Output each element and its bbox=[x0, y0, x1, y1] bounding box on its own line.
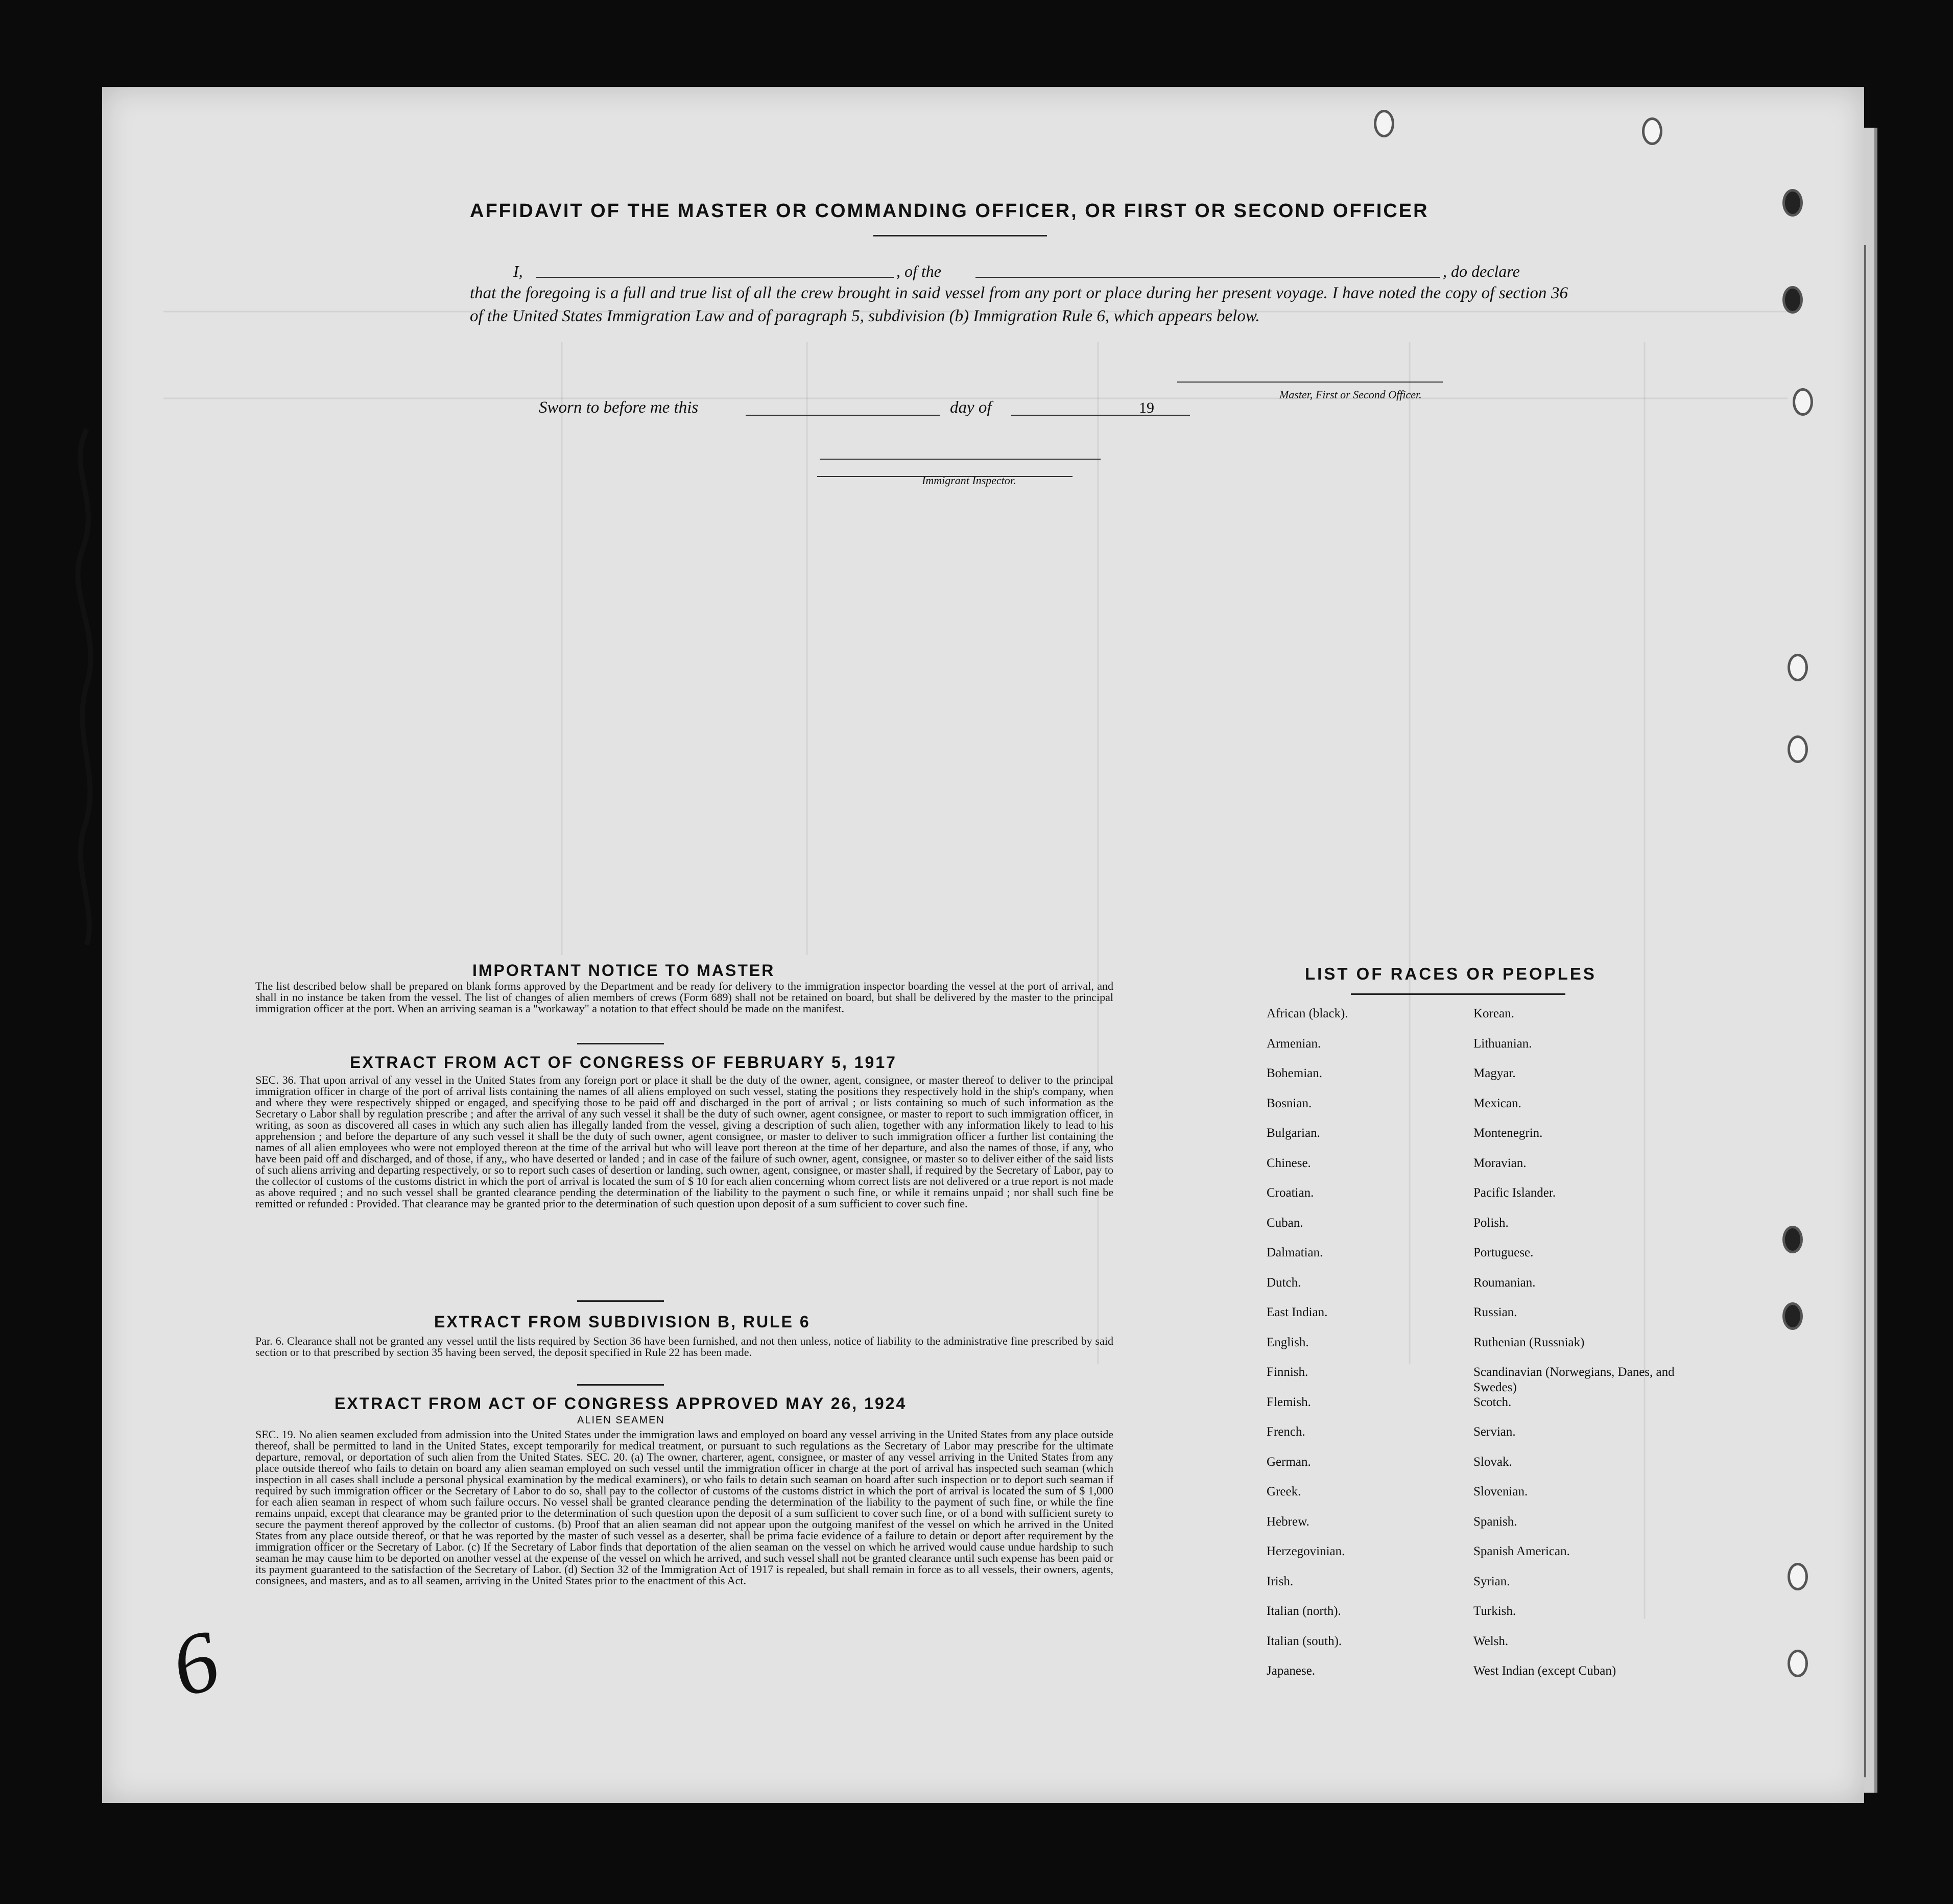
extract-rule6-divider bbox=[577, 1384, 664, 1386]
race-entry: Bohemian. bbox=[1267, 1066, 1323, 1080]
race-entry: Portuguese. bbox=[1473, 1246, 1534, 1259]
notice-title: IMPORTANT NOTICE TO MASTER bbox=[472, 961, 775, 980]
sworn-text: Sworn to before me this bbox=[539, 398, 699, 417]
declaration-end: , do declare bbox=[1443, 262, 1520, 280]
extract-1924-title: EXTRACT FROM ACT OF CONGRESS APPROVED MAY 26, 1924 bbox=[335, 1394, 907, 1413]
day-of-text: day of bbox=[950, 398, 992, 417]
year-prefix: 19 bbox=[1139, 399, 1154, 416]
month-blank bbox=[1011, 415, 1180, 416]
race-entry: Turkish. bbox=[1473, 1604, 1516, 1618]
master-label: Master, First or Second Officer. bbox=[1279, 388, 1422, 401]
vessel-blank bbox=[975, 277, 1440, 278]
master-signature-blank bbox=[1177, 382, 1443, 383]
race-entry: Mexican. bbox=[1473, 1096, 1521, 1110]
race-entry: English. bbox=[1267, 1335, 1309, 1349]
notice-body: The list described below shall be prepared on blank forms approved by the Department and be ready for delivery to the immigration inspector boarding the vessel at the port of arrival, and shall in no instance be taken from the vessel. The list of changes of alien members of crews (Form 689) shall not be retained on board, but shall be delivered by the master to the principal immigration officer at the port. When an arriving seaman is a "workaway" a notation to that effect should be made on the manifest. bbox=[255, 980, 1113, 1015]
race-entry: Slovak. bbox=[1473, 1455, 1512, 1469]
race-entry: Spanish American. bbox=[1473, 1544, 1570, 1558]
race-entry: Dutch. bbox=[1267, 1275, 1301, 1290]
notice-divider bbox=[577, 1043, 664, 1044]
race-entry: Slovenian. bbox=[1473, 1485, 1528, 1498]
declaration-start: I, bbox=[513, 262, 523, 280]
races-divider bbox=[1351, 993, 1565, 995]
race-entry: Montenegrin. bbox=[1473, 1126, 1543, 1140]
race-entry: African (black). bbox=[1267, 1007, 1348, 1020]
race-entry: German. bbox=[1267, 1455, 1311, 1469]
race-entry: Polish. bbox=[1473, 1216, 1509, 1230]
race-entry: French. bbox=[1267, 1425, 1305, 1439]
race-entry: Italian (south). bbox=[1267, 1634, 1342, 1648]
name-blank bbox=[536, 277, 894, 278]
manifest-page bbox=[102, 87, 1864, 1803]
race-entry: Moravian. bbox=[1473, 1156, 1527, 1170]
race-entry: Magyar. bbox=[1473, 1066, 1516, 1080]
races-right-column bbox=[1473, 1006, 1678, 1694]
extract-rule6-title: EXTRACT FROM SUBDIVISION B, RULE 6 bbox=[434, 1313, 811, 1331]
race-entry: Welsh. bbox=[1473, 1634, 1509, 1648]
race-entry: Croatian. bbox=[1267, 1186, 1314, 1200]
affidavit-title: AFFIDAVIT OF THE MASTER OR COMMANDING OFFICER, OR FIRST OR SECOND OFFICER bbox=[470, 200, 1429, 222]
extract-1924-body: SEC. 19. No alien seamen excluded from admission into the United States under the immigration laws and employed on board any vessel arriving in the United States from any place outside thereof, shall be permitted to land in the United States, except temporarily for medical treatment, or pursuant to such regulations as the Secretary of Labor may prescribe for the ultimate departure, removal, or deportation of such alien from the United States. SEC. 20. (a) The owner, charterer, agent, consignee, or master of any vessel arriving in the United States from any place outside thereof who fails to detain on board any alien seaman employed on such vessel until the immigration officer in charge at the port of arrival has inspected such seaman (which inspection in all cases shall include a personal physical examination by the medical examiners), or who fails to detain such seaman on board after such inspection or to deport such seaman if required by such immigration officer or the Secretary of Labor to do so, shall pay to the collector of customs of the customs district in which the port of arrival is located the sum of $ 1,000 for each alien seaman in respect of whom such failure occurs. No vessel shall be granted clearance pending the determination of the liability to the payment of such fine, or while the fine remains unpaid, except that clearance may be granted prior to the determination of such question upon the deposit of a sum sufficient to cover such fine, or of a bond with sufficient surety to secure the payment thereof approved by the collector of customs. (b) Proof that an alien seaman did not appear upon the outgoing manifest of the vessel on which he arrived in the United States from any place outside thereof, or that he was reported by the master of such vessel as a deserter, shall be prima facie evidence of a failure to detain or deport after requirement by the immigration officer or the Secretary of Labor. (c) If the Secretary of Labor finds that deportation of the alien seaman on the vessel on which he arrived would cause undue hardship to such seaman he may cause him to be deported on another vessel at the expense of the vessel on which he arrived, and such vessel shall not be granted clearance until such expense has been paid or its payment guaranteed to the satisfaction of the Secretary of Labor. (d) Section 32 of the Immigration Act of 1917 is repealed, but shall remain in force as to all vessels, their owners, agents, consignees, and masters, and as to all seamen, arriving in the United States prior to the enactment of this Act. bbox=[255, 1428, 1113, 1587]
race-entry: Hebrew. bbox=[1267, 1514, 1309, 1529]
race-entry: Cuban. bbox=[1267, 1216, 1303, 1230]
race-entry: Korean. bbox=[1473, 1007, 1514, 1020]
race-entry: Japanese. bbox=[1267, 1664, 1316, 1678]
race-entry: Dalmatian. bbox=[1267, 1246, 1323, 1259]
race-entry: Roumanian. bbox=[1473, 1275, 1536, 1290]
race-entry: West Indian (except Cuban) bbox=[1473, 1664, 1616, 1678]
race-entry: Flemish. bbox=[1267, 1395, 1311, 1409]
inspector-label: Immigrant Inspector. bbox=[922, 474, 1016, 487]
race-entry: Chinese. bbox=[1267, 1156, 1311, 1170]
year-blank bbox=[1159, 415, 1190, 416]
race-entry: Servian. bbox=[1473, 1425, 1516, 1439]
title-divider bbox=[873, 235, 1047, 236]
margin-scrawl bbox=[56, 419, 117, 955]
race-entry: Greek. bbox=[1267, 1485, 1301, 1498]
handwritten-number: 6 bbox=[161, 1611, 229, 1716]
race-entry: Russian. bbox=[1473, 1305, 1517, 1319]
race-entry: Syrian. bbox=[1473, 1574, 1510, 1588]
extract-1917-divider bbox=[577, 1300, 664, 1302]
race-entry: Finnish. bbox=[1267, 1365, 1308, 1379]
race-entry: Bosnian. bbox=[1267, 1096, 1312, 1110]
race-entry: East Indian. bbox=[1267, 1305, 1328, 1319]
race-entry: Herzegovinian. bbox=[1267, 1544, 1345, 1558]
race-entry: Pacific Islander. bbox=[1473, 1186, 1556, 1200]
sworn-day-blank bbox=[746, 415, 940, 416]
race-entry: Ruthenian (Russniak) bbox=[1473, 1335, 1585, 1349]
race-entry: Spanish. bbox=[1473, 1514, 1517, 1529]
extract-1917-title: EXTRACT FROM ACT OF CONGRESS OF FEBRUARY 5, 1917 bbox=[350, 1053, 897, 1072]
races-title: LIST OF RACES OR PEOPLES bbox=[1305, 964, 1597, 983]
declaration-of-the: , of the bbox=[896, 262, 941, 280]
race-entry: Scotch. bbox=[1473, 1395, 1512, 1409]
extract-rule6-body: Par. 6. Clearance shall not be granted any vessel until the lists required by Section 36 have been furnished, and not then unless, notice of liability to the administrative fine prescribed by said section or to that prescribed by section 35 having been served, the deposit specified in Rule 22 has been made. bbox=[255, 1335, 1113, 1359]
race-entry: Bulgarian. bbox=[1267, 1126, 1320, 1140]
race-entry: Armenian. bbox=[1267, 1036, 1321, 1051]
inspector-top-line bbox=[820, 459, 1101, 460]
race-entry: Scandinavian (Norwegians, Danes, and Swedes) bbox=[1473, 1365, 1675, 1394]
race-entry: Lithuanian. bbox=[1473, 1036, 1532, 1051]
affidavit-body: that the foregoing is a full and true list of all the crew brought in said vessel from any port or place during her present voyage. I have noted the copy of section 36 of the United States Immigration Law and of paragraph 5, subdivision (b) Immigration Rule 6, which appears below. bbox=[470, 284, 1568, 325]
race-entry: Irish. bbox=[1267, 1574, 1294, 1588]
extract-1917-body: SEC. 36. That upon arrival of any vessel in the United States from any foreign port or place it shall be the duty of the owner, agent, consignee, or master thereof to deliver to the principal immigration officer in charge of the port of arrival lists containing the names of all aliens employed on such vessel, stating the positions they respectively hold in the ship's company, when and where they were respectively shipped or engaged, and specifying those to be paid off and discharged in the port of arrival ; or lists containing so much of such information as the Secretary o Labor shall by regulation prescribe ; and after the arrival of any such vessel it shall be the duty of such owner, agent consignee, or master to report to such immigration officer, in writing, as soon as discovered all cases in which any such alien has illegally landed from the vessel, giving a description of such alien, together with any information likely to lead to his apprehension ; and before the departure of any such vessel it shall be the duty of such owner, agent consignee, or master to deliver to such immigration officer a further list containing the names of all alien employees who were not employed thereon at the time of the arrival but who will leave port thereon at the time of her departure, and also the names of those, if any, who have been paid off and discharged, and of those, if any,, who have deserted or landed ; and in case of the failure of such owner, agent, consignee, or master so to deliver either of the said lists of such aliens arriving and departing respectively, or so to report such cases of desertion or landing, such owner, agent, consignee, or master shall, if required by the Secretary of Labor, pay to the collector of customs of the customs district in which the port of arrival is located the sum of $ 10 for each alien concerning whom correct lists are not delivered or a true report is not made as above required ; and no such vessel shall be granted clearance pending the determination of the liability to the payment o such fine, or while it remains unpaid ; nor shall such fine be remitted or refunded : Provided. That clearance may be granted prior to the determination of such question upon deposit of a sum sufficient to cover such fine. bbox=[255, 1074, 1113, 1210]
extract-1924-subtitle: ALIEN SEAMEN bbox=[577, 1415, 665, 1426]
races-left-column bbox=[1267, 1006, 1486, 1694]
race-entry: Italian (north). bbox=[1267, 1604, 1341, 1618]
